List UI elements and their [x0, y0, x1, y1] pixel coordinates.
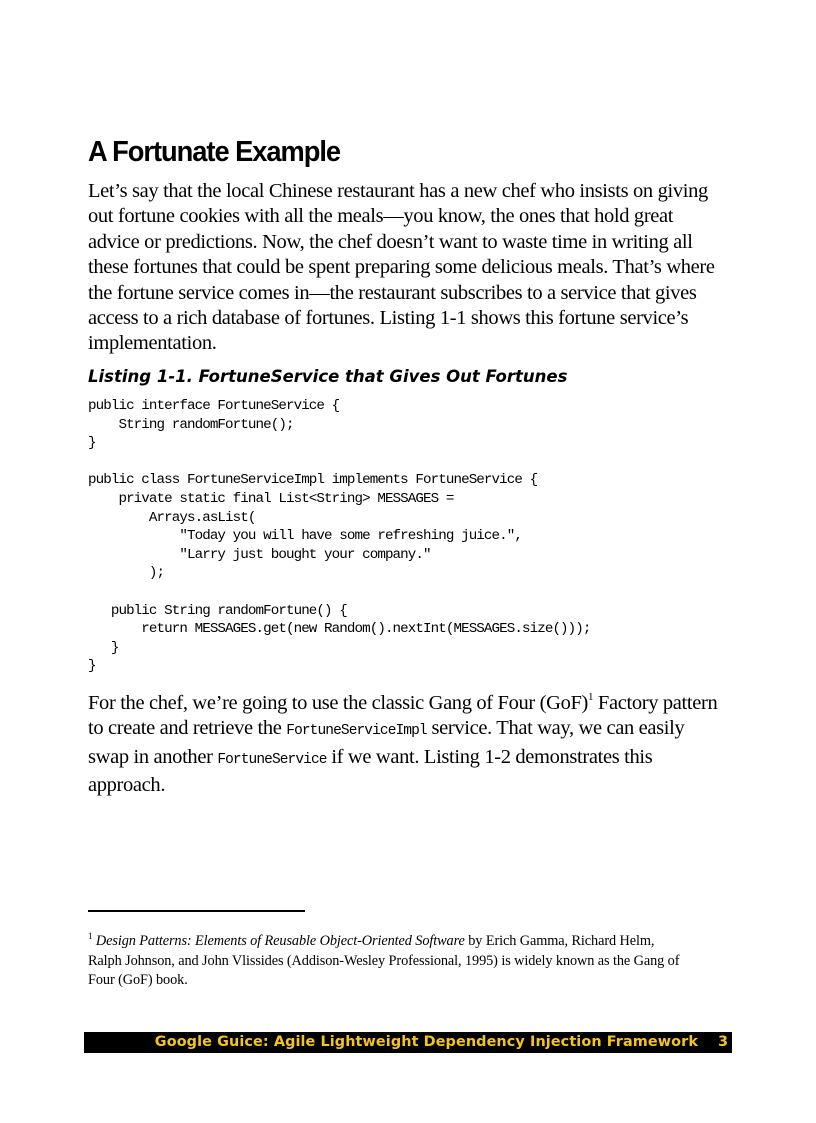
footnote	[88, 932, 738, 991]
code-listing: public interface FortuneService { String randomFortune(); } public class FortuneServiceImpl implements FortuneService { private static final List<String> MESSAGES = Arrays.asList( "Today you will have some refreshing juice.", "Larry just bought your company." ); public String randomFortune() { return MESSAGES.get(new Random().nextInt(MESSAGES.size())); } }	[88, 398, 591, 675]
footnote-reference: 1	[588, 691, 594, 703]
factory-line-3	[88, 745, 728, 773]
intro-line: Let’s say that the local Chinese restaurant has a new chef who insists on giving	[88, 180, 708, 202]
intro-line: advice or predictions. Now, the chef doesn’t want to waste time in writing all	[88, 230, 693, 253]
listing-caption: Listing 1-1. FortuneService that Gives Out Fortunes	[88, 367, 568, 386]
page-number: 3	[717, 1034, 728, 1050]
factory-line-1-text: For the chef, we’re going to use the classic Gang of Four (GoF)	[88, 692, 588, 714]
footnote-line-3: Four (GoF) book.	[88, 972, 188, 989]
factory-paragraph	[88, 691, 728, 799]
factory-line-1-end: Factory pattern	[593, 692, 718, 714]
factory-line-1	[88, 691, 728, 716]
footnote-line-1	[88, 932, 738, 952]
running-footer	[84, 1032, 732, 1053]
section-heading: A Fortunate Example	[88, 136, 341, 168]
footnote-number: 1	[88, 931, 93, 941]
intro-line: these fortunes that could be spent preparing some delicious meals. That’s where	[88, 256, 715, 279]
footnote-line-2: Ralph Johnson, and John Vlissides (Addison-Wesley Professional, 1995) is widely known as the Gang of	[88, 952, 680, 969]
factory-line-2-prefix: to create and retrieve the	[88, 717, 287, 740]
inline-code-impl: FortuneServiceImpl	[286, 723, 427, 740]
inline-code-service: FortuneService	[217, 751, 327, 768]
factory-line-4: approach.	[88, 774, 166, 797]
intro-line: implementation.	[88, 332, 217, 355]
factory-line-2-suffix: service. That way, we can easily	[426, 717, 685, 740]
factory-line-2	[88, 716, 728, 744]
footnote-book-title: Design Patterns: Elements of Reusable Object-Oriented Software	[95, 933, 465, 949]
intro-line: the fortune service comes in—the restaurant subscribes to a service that gives	[88, 281, 697, 304]
footer-book-title: Google Guice: Agile Lightweight Dependency Injection Framework	[154, 1034, 698, 1050]
intro-line: access to a rich database of fortunes. Listing 1-1 shows this fortune service’s	[88, 307, 689, 330]
footnote-line-1-rest: by Erich Gamma, Richard Helm,	[464, 933, 655, 949]
footnote-divider	[88, 910, 305, 912]
factory-line-3-prefix: swap in another	[88, 745, 218, 768]
factory-line-3-suffix: if we want. Listing 1-2 demonstrates this	[326, 745, 653, 768]
intro-line: out fortune cookies with all the meals—you know, the ones that hold great	[88, 205, 674, 228]
intro-paragraph	[88, 179, 728, 357]
